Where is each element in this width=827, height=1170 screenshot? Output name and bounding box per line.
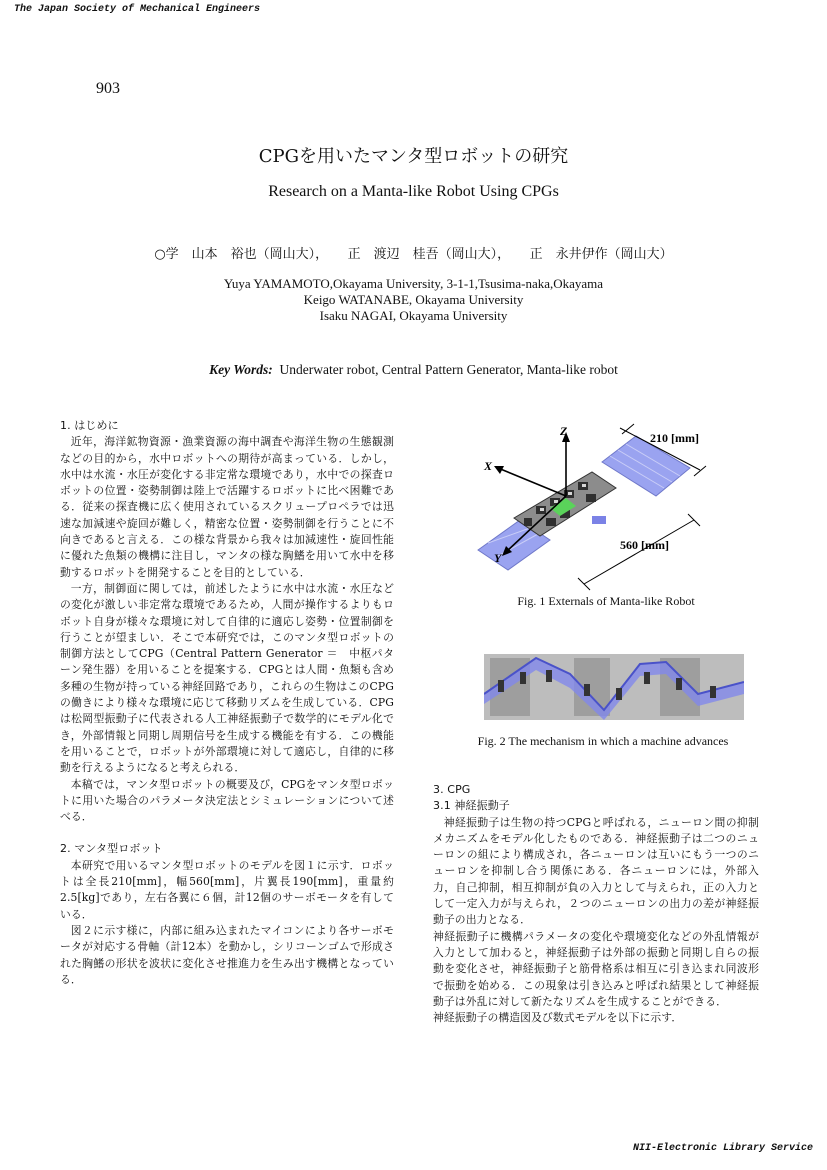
section-3-paragraph-2: 神経振動子に機構パラメータの変化や環境変化などの外乱情報が入力として加わると，神経振動子は外部の振動と同期し自らの振動を変化させ，神経振動子と筋骨格系は相互に引き込まれ同波形で振動を始める．この現象は引き込みと呼ばれ結果として神経振動子は外乱に対して新たなリズムを生成することができる． <box>433 929 759 1008</box>
section-2-paragraph-2: 図２に示す様に，内部に組み込まれたマイコンにより各サーボモータが対応する骨軸（計12本）を動かし，シリコーンゴムで形成された胸鰭の形状を波状に変化させ推進力を生み出す機構となっている． <box>60 923 394 986</box>
figure-2-caption: Fig. 2 The mechanism in which a machine advances <box>477 734 729 748</box>
keywords-label: Key Words: <box>209 362 273 377</box>
figure-1-caption: Fig. 1 Externals of Manta-like Robot <box>517 594 695 608</box>
left-column <box>60 418 394 988</box>
keywords <box>0 362 827 378</box>
section-1-paragraph-2: 一方，制御面に関しては，前述したように水中は水流・水圧などの変化が激しい非定常な環境であるため，人間が操作するよりもロボット自身が様々な環境に対して自律的に適応し姿勢・位置制御を行うことが望ましい．そこで本研究では，このマンタ型ロボットの制御方法としてCPG（Central Pattern Generator ＝ 中枢パターン発生器）を用いることを提案する．CPGとは人間・魚類も含め多種の生物が持っている神経回路であり，これらの生物はこのCPGの働きにより様々な環境に応じて移動リズムを生成している．CPGは松岡型振動子に代表される人工神経振動子で数学的にモデル化でき，外部情報と同期し周期信号を生成する機能を有する．この機能を用いることで，ロボットが外部環境に対して適応し，自律的に移動を行えるようになると考えられる． <box>60 581 394 775</box>
affiliation-line-2: Keigo WATANABE, Okayama University <box>303 292 524 307</box>
authors-japanese: ○学 山本 裕也（岡山大）， 正 渡辺 桂吾（岡山大）， 正 永井伊作（岡山大） <box>154 247 673 262</box>
section-2-paragraph-1: 本研究で用いるマンタ型ロボットのモデルを図１に示す．ロボットは全長210[mm]，幅560[mm]，片翼長190[mm]，重量約2.5[kg]であり，左右各翼に６個，計12個のサーボモータを有している． <box>60 858 394 921</box>
axis-label-z: Z <box>560 424 568 438</box>
axis-label-x: X <box>484 459 493 473</box>
figure-2-mechanism <box>484 654 744 720</box>
axis-label-y: Y <box>494 551 502 565</box>
section-1-paragraph-3: 本稿では，マンタ型ロボットの概要及び，CPGをマンタ型ロボットに用いた場合のパラメータ決定法とシミュレーションについて述べる． <box>60 777 394 824</box>
section-3-paragraph-3: 神経振動子の構造図及び数式モデルを以下に示す． <box>433 1011 683 1025</box>
right-column <box>433 782 759 1026</box>
page-number: 903 <box>96 80 120 97</box>
figure-1-manta-robot <box>474 422 724 592</box>
section-3-1-heading: 3.1 神経振動子 <box>433 799 510 813</box>
affiliation-line-3: Isaku NAGAI, Okayama University <box>319 308 508 323</box>
side-module <box>592 516 606 524</box>
dimension-label-210: 210 [mm] <box>650 431 699 445</box>
society-header: The Japan Society of Mechanical Engineers <box>14 4 261 15</box>
affiliation-line-1: Yuya YAMAMOTO,Okayama University, 3-1-1,Tsusima-naka,Okayama <box>223 276 604 291</box>
paper-title-japanese: CPGを用いたマンタ型ロボットの研究 <box>258 146 569 167</box>
dimension-label-560: 560 [mm] <box>620 538 669 552</box>
paper-title-english: Research on a Manta-like Robot Using CPGs <box>268 183 559 200</box>
nii-footer: NII-Electronic Library Service <box>632 1143 813 1154</box>
section-1-paragraph-1: 近年，海洋鉱物資源・漁業資源の海中調査や海洋生物の生態観測などの目的から，水中ロボットへの期待が高まっている．しかし，水中は水流・水圧が変化する非定常な環境であり，水中での探査ロボットの位置・姿勢制御は陸上で活躍するロボットに比べ困難である．従来の探査機に広く使用されているスクリュープロペラでは迅速な加減速や旋回が難しく，精密な位置・姿勢制御を行うことに不向きであると言える．この様な背景から我々は加減速性・旋回性能に優れた魚類の機構に注目し，マンタの様な胸鰭を用いて水中を移動するロボットを開発することを目的としている． <box>60 435 394 579</box>
section-2-heading: 2. マンタ型ロボット <box>60 842 163 856</box>
keywords-text: Underwater robot, Central Pattern Generator, Manta-like robot <box>279 362 618 377</box>
section-3-heading: 3. CPG <box>433 783 471 796</box>
section-3-paragraph-1: 神経振動子は生物の持つCPGと呼ばれる，ニューロン間の抑制メカニズムをモデル化したものである．神経振動子は二つのニューロンの組により構成され，各ニューロンは互いにもう一つのニューロンを抑制し合う関係にある．各ニューロンには，外部入力，自己抑制，相互抑制が負の入力として与えられ，正の入力として一定入力が与えられ，２つのニューロンの出力の差が神経振動子の出力となる． <box>433 815 759 927</box>
section-1-heading: 1. はじめに <box>60 419 119 432</box>
author-affiliations <box>0 276 827 324</box>
